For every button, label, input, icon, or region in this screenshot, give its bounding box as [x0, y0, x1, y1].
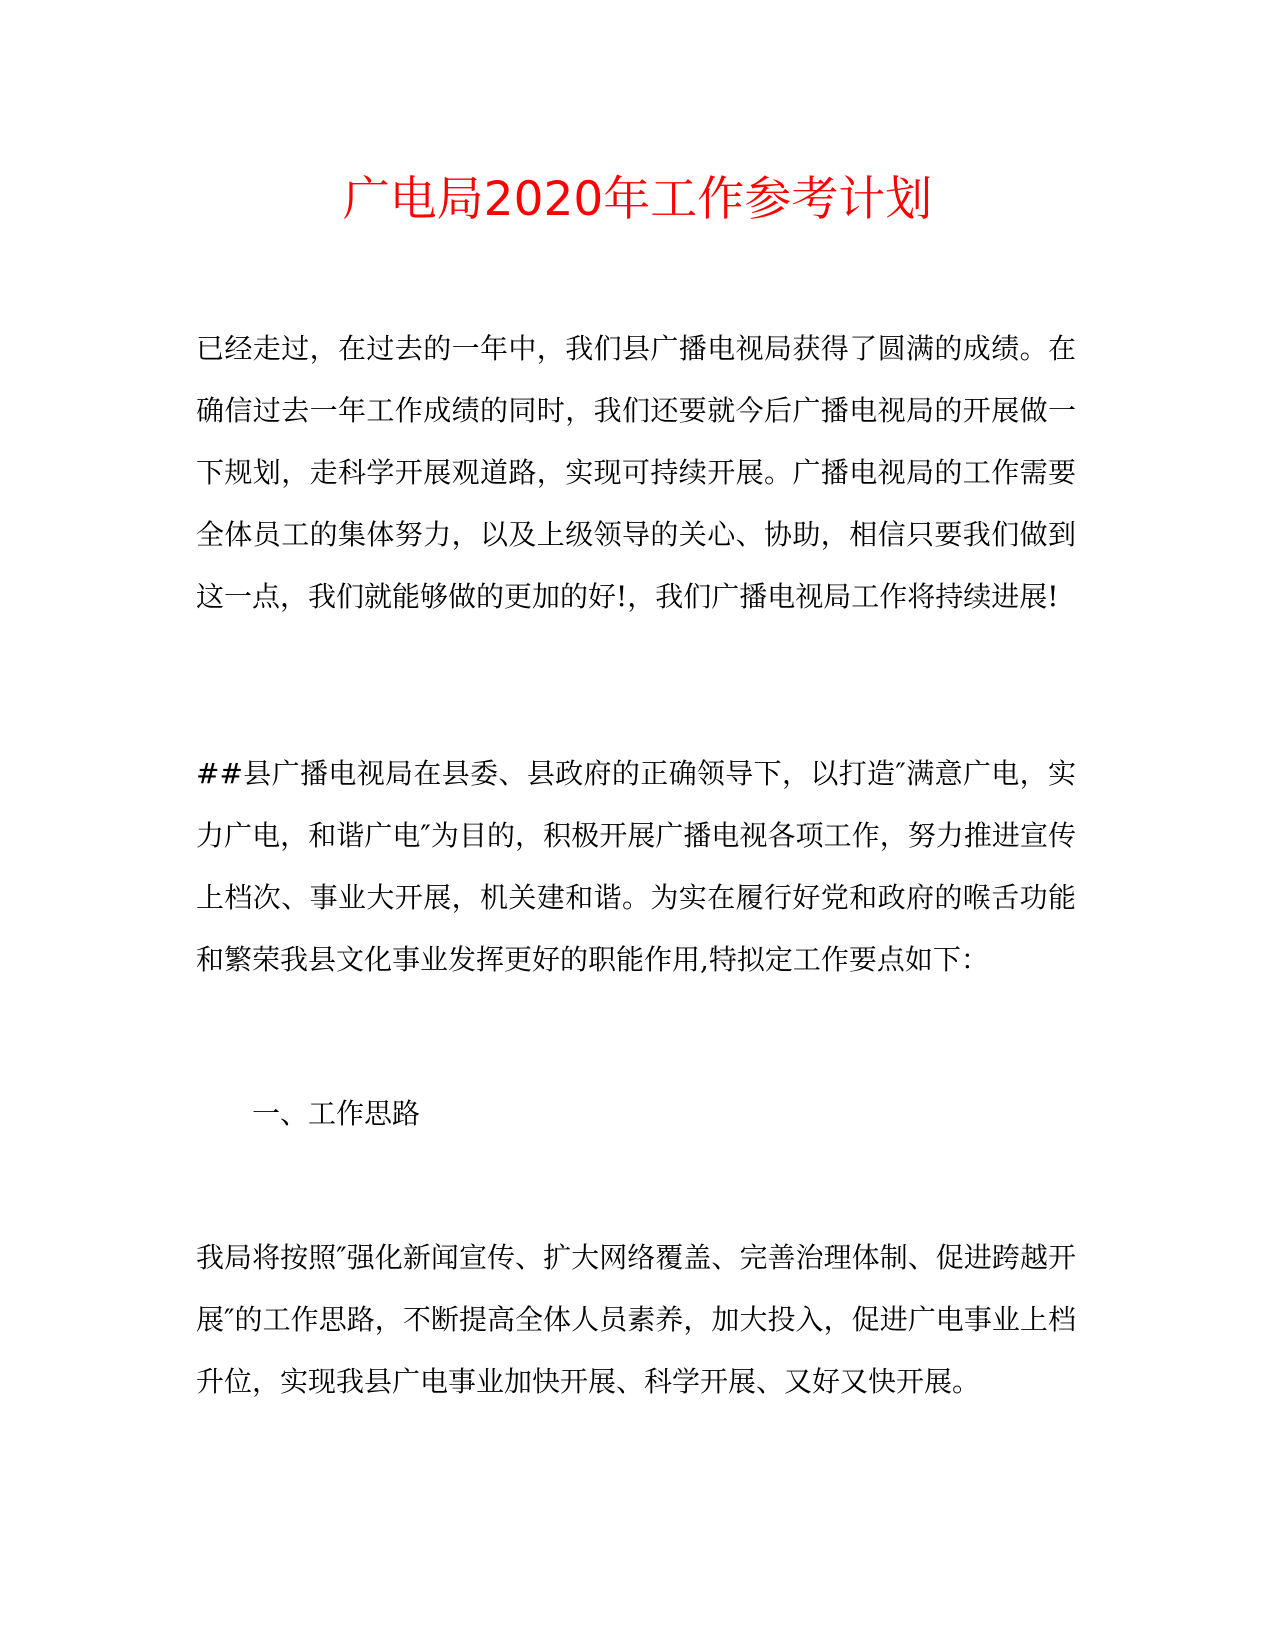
- section-paragraph: 我局将按照″强化新闻宣传、扩大网络覆盖、完善治理体制、促进跨越开展″的工作思路，不断提高全体人员素养，加大投入，促进广电事业上档升位，实现我县广电事业加快开展、科学开展、又好又快开展。: [196, 1241, 1076, 1398]
- intro-paragraph: 已经走过，在过去的一年中，我们县广播电视局获得了圆满的成绩。在确信过去一年工作成绩的同时，我们还要就今后广播电视局的开展做一下规划，走科学开展观道路，实现可持续开展。广播电视局的工作需要全体员工的集体努力，以及上级领导的关心、协助，相信只要我们做到这一点，我们就能够做的更加的好!，我们广播电视局工作将持续进展!: [196, 332, 1076, 613]
- document-title: 广电局2020年工作参考计划: [342, 172, 933, 227]
- section-heading: 一、工作思路: [252, 1097, 421, 1130]
- overview-paragraph: ##县广播电视局在县委、县政府的正确领导下，以打造″满意广电，实力广电，和谐广电″为目的，积极开展广播电视各项工作，努力推进宣传上档次、事业大开展，机关建和谐。为实在履行好党和政府的喉舌功能和繁荣我县文化事业发挥更好的职能作用,特拟定工作要点如下：: [196, 757, 1076, 976]
